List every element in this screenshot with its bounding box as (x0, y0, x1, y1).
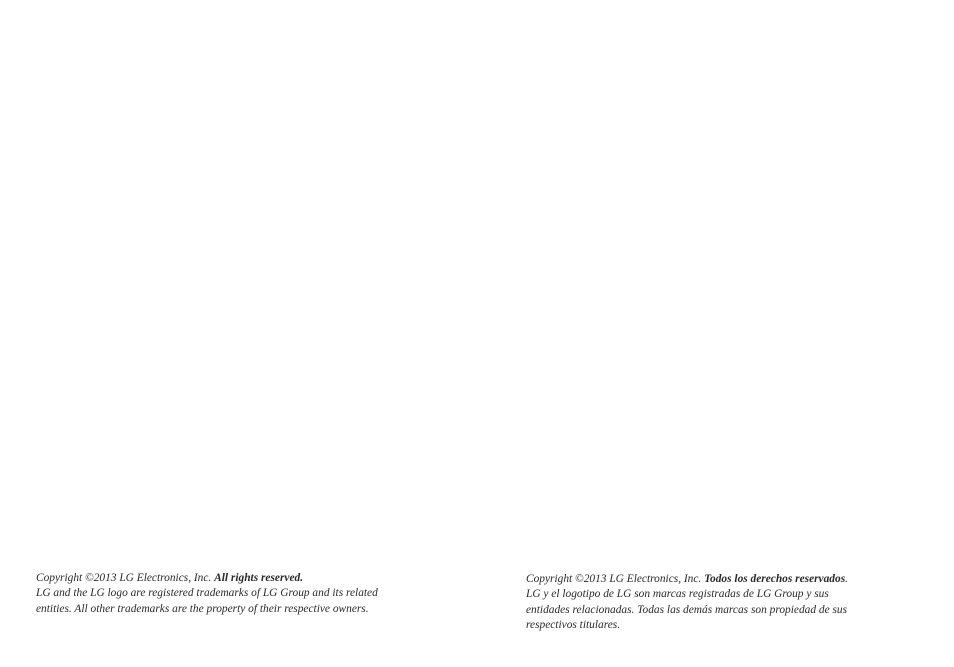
trademark-line-2-spanish: entidades relacionadas. Todas las demás marcas son propiedad de sus (526, 603, 848, 616)
rights-reserved-english: All rights reserved. (214, 572, 304, 584)
copyright-line-spanish (526, 572, 906, 587)
copyright-prefix-english: Copyright ©2013 LG Electronics, Inc. (36, 572, 215, 584)
copyright-line-english (36, 571, 446, 586)
trademark-line-3-spanish: respectivos titulares. (526, 619, 621, 632)
copyright-prefix-spanish: Copyright ©2013 LG Electronics, Inc. (526, 573, 705, 585)
copyright-notice-spanish (526, 572, 906, 634)
trademark-line-1-english: LG and the LG logo are registered trademarks of LG Group and its related (36, 587, 378, 600)
rights-suffix-spanish: . (845, 573, 848, 585)
trademark-line-2-english: entities. All other trademarks are the property of their respective owners. (36, 602, 369, 615)
copyright-notice-english (36, 571, 446, 617)
rights-reserved-spanish: Todos los derechos reservados (704, 573, 846, 585)
trademark-line-1-spanish: LG y el logotipo de LG son marcas registradas de LG Group y sus (526, 588, 829, 601)
